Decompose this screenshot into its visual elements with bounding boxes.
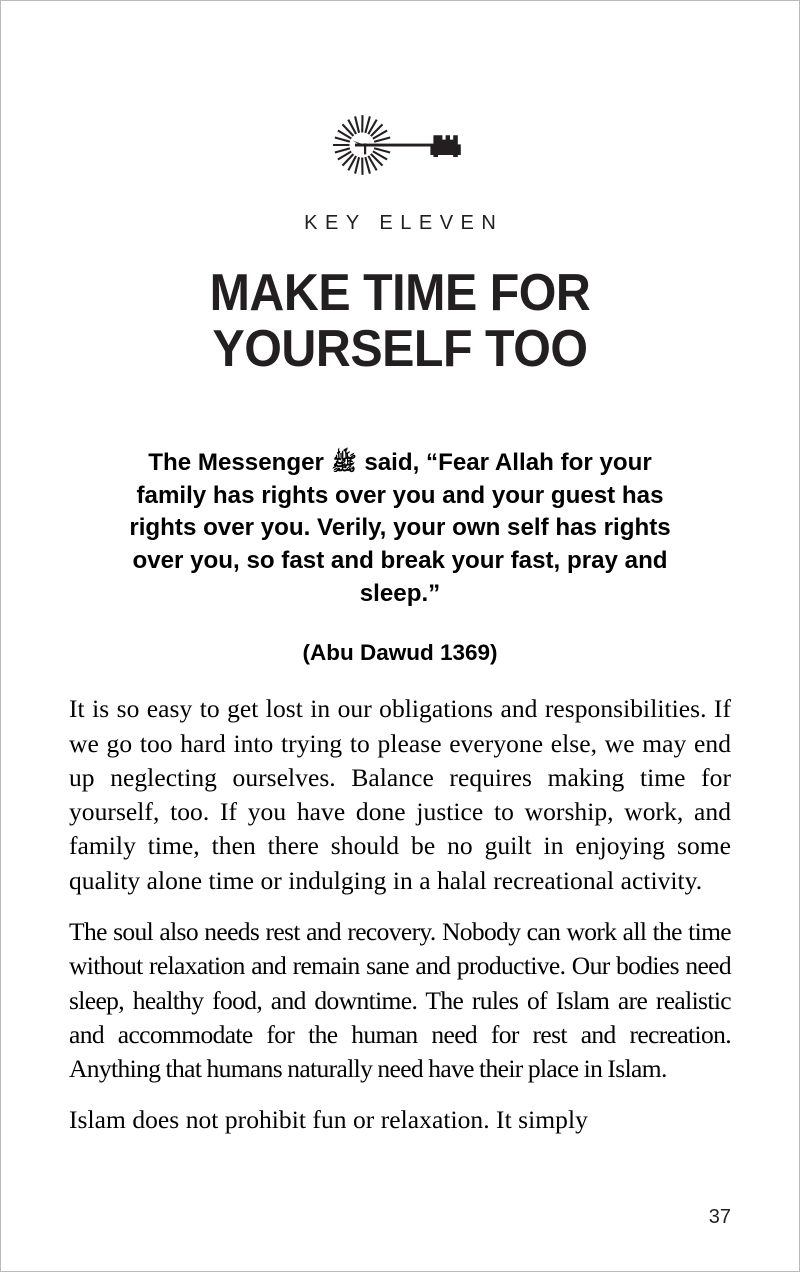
hadith-text-after: said, “Fear Allah for your family has rights over you and your guest has rights over you. Verily, your own self has rights over you, so fast and break your fast, pray and sleep.” bbox=[129, 449, 671, 607]
body-paragraph: The soul also needs rest and recovery. Nobody can work all the time without relaxation and remain sane and productive. Our bodies need sleep, healthy food, and downtime. The rules of Islam are realistic and accommodate for the human need for rest and recreation. Anything that humans naturally need have their place in Islam. bbox=[69, 916, 731, 1084]
hadith-quote bbox=[113, 447, 686, 610]
page-content bbox=[69, 1, 731, 1138]
page-title-line-1: MAKE TIME FOR bbox=[209, 264, 591, 322]
body-paragraph: It is so easy to get lost in our obligations and responsibilities. If we go too hard into trying to please everyone else, we may end up neglecting ourselves. Balance requires making time for yourself, too. If you have done justice to worship, work, and family time, then there should be no guilt in enjoying some quality alone time or indulging in a halal recreational activity. bbox=[69, 694, 731, 895]
page-number: 37 bbox=[708, 1206, 731, 1228]
sunburst-key-icon bbox=[69, 113, 731, 177]
page-title-line-2: YOURSELF TOO bbox=[212, 320, 588, 379]
body-copy bbox=[69, 692, 731, 1138]
sallallahu-alayhi-wasallam-glyph: ﷺ bbox=[331, 451, 357, 475]
hadith-source-citation: (Abu Dawud 1369) bbox=[302, 640, 498, 666]
chapter-eyebrow: KEY ELEVEN bbox=[304, 212, 504, 234]
body-paragraph: Islam does not prohibit fun or relaxation. It simply bbox=[69, 1105, 588, 1135]
page-title bbox=[92, 265, 708, 377]
hadith-text-before: The Messenger bbox=[148, 449, 331, 477]
